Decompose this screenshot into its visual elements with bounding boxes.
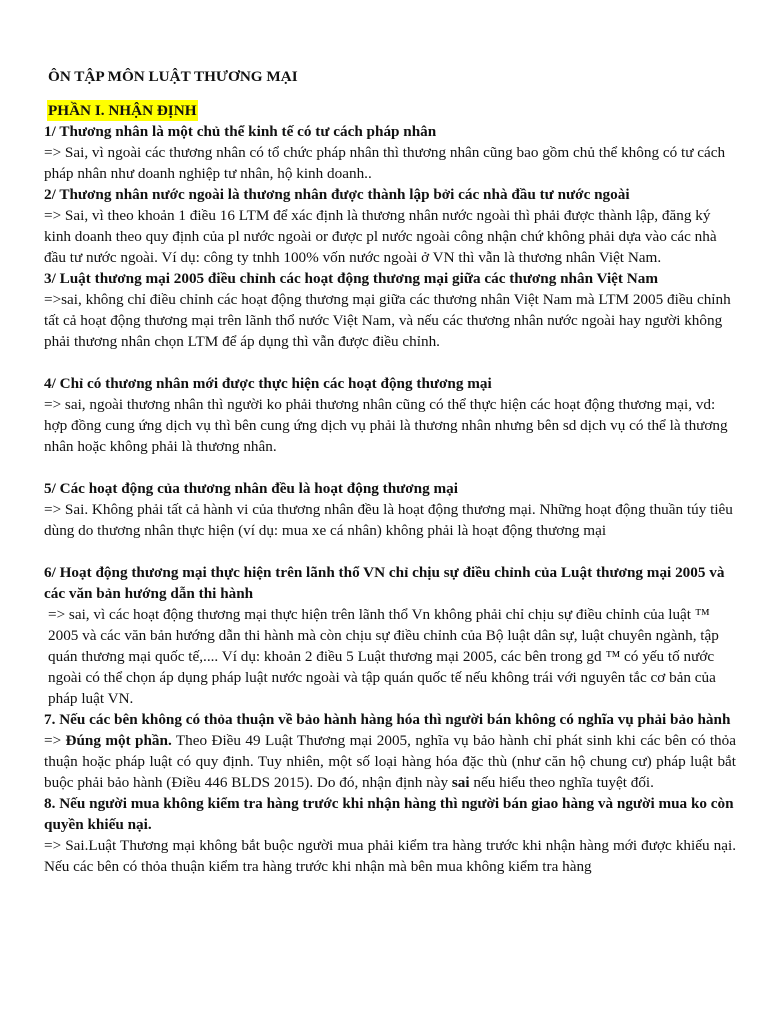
question-8: 8. Nếu người mua không kiểm tra hàng trước khi nhận hàng thì người bán giao hàng và người mua ko còn quyền khiếu nại. xyxy=(44,795,734,833)
answer-1: => Sai, vì ngoài các thương nhân có tổ chức pháp nhân thì thương nhân cũng bao gồm chủ thể không có tư cách pháp nhân như doanh nghiệp tư nhân, hộ kinh doanh.. xyxy=(44,144,726,182)
item-3 xyxy=(44,268,736,352)
section-heading-row xyxy=(44,100,736,121)
question-2: 2/ Thương nhân nước ngoài là thương nhân được thành lập bởi các nhà đầu tư nước ngoài xyxy=(44,186,630,203)
answer-7-verdict: Đúng một phần. xyxy=(65,732,172,749)
spacer xyxy=(44,352,736,373)
answer-8: => Sai.Luật Thương mại không bắt buộc người mua phải kiểm tra hàng trước khi nhận hàng mới được khiếu nại. Nếu các bên có thỏa thuận kiểm tra hàng trước khi nhận mà bên mua không kiểm tra hàng xyxy=(44,837,736,875)
answer-7-end: nếu hiểu theo nghĩa tuyệt đối. xyxy=(469,774,654,791)
item-6 xyxy=(44,562,736,709)
document-page xyxy=(44,66,736,877)
answer-7-prefix: => xyxy=(44,732,66,749)
question-4: 4/ Chỉ có thương nhân mới được thực hiện các hoạt động thương mại xyxy=(44,375,492,392)
spacer xyxy=(44,457,736,478)
answer-6: => sai, vì các hoạt động thương mại thực hiện trên lãnh thổ Vn không phải chỉ chịu sự điều chỉnh của luật ™ 2005 và các văn bản hướng dẫn thi hành mà còn chịu sự điều chỉnh của Bộ luật dân sự, luật chuyên ngành, tập quán thương mại quốc tế,.... Ví dụ: khoản 2 điều 5 Luật thương mại 2005, các bên trong gd ™ có yếu tố nước ngoài có thể chọn áp dụng pháp luật nước ngoài và tập quán quốc tế nếu không trái với nguyên tắc cơ bản của pháp luật VN. xyxy=(48,606,719,707)
document-title: ÔN TẬP MÔN LUẬT THƯƠNG MẠI xyxy=(48,68,298,85)
question-6: 6/ Hoạt động thương mại thực hiện trên lãnh thổ VN chỉ chịu sự điều chỉnh của Luật thương mại 2005 và các văn bản hướng dẫn thi hành xyxy=(44,564,725,602)
question-5: 5/ Các hoạt động của thương nhân đều là hoạt động thương mại xyxy=(44,480,458,497)
item-1 xyxy=(44,121,736,184)
answer-7-emphasis: sai xyxy=(451,774,470,791)
answer-7 xyxy=(44,730,736,793)
answer-5: => Sai. Không phải tất cả hành vi của thương nhân đều là hoạt động thương mại. Những hoạt động thuần túy tiêu dùng do thương nhân thực hiện (ví dụ: mua xe cá nhân) không phải là hoạt động thương mại xyxy=(44,501,733,539)
section-heading: PHẦN I. NHẬN ĐỊNH xyxy=(48,102,197,119)
item-7 xyxy=(44,709,736,793)
question-3: 3/ Luật thương mại 2005 điều chỉnh các hoạt động thương mại giữa các thương nhân Việt Nam xyxy=(44,270,658,287)
item-4 xyxy=(44,373,736,457)
answer-3: =>sai, không chỉ điều chỉnh các hoạt động thương mại giữa các thương nhân Việt Nam mà LTM 2005 điều chỉnh tất cả hoạt động thương mại trên lãnh thổ nước Việt Nam, và nếu các thương nhân nước ngoài hay người không phải thương nhân chọn LTM để áp dụng thì vẫn được điều chỉnh. xyxy=(44,291,731,350)
question-1: 1/ Thương nhân là một chủ thể kinh tế có tư cách pháp nhân xyxy=(44,123,437,140)
question-7: 7. Nếu các bên không có thỏa thuận về bảo hành hàng hóa thì người bán không có nghĩa vụ phải bảo hành xyxy=(44,711,731,728)
item-5 xyxy=(44,478,736,541)
item-2 xyxy=(44,184,736,268)
spacer xyxy=(44,541,736,562)
answer-4: => sai, ngoài thương nhân thì người ko phải thương nhân cũng có thể thực hiện các hoạt động thương mại, vd: hợp đồng cung ứng dịch vụ thì bên cung ứng dịch vụ phải là thương nhân nhưng bên sd dịch vụ có thể là thương nhân hoặc không phải là thương nhân. xyxy=(44,396,728,455)
answer-2: => Sai, vì theo khoản 1 điều 16 LTM để xác định là thương nhân nước ngoài thì phải được thành lập, đăng ký kinh doanh theo quy định của pl nước ngoài or được pl nước ngoài công nhận chứ không phải dựa vào các nhà đầu tư nước ngoài. Ví dụ: công ty tnhh 100% vốn nước ngoài ở VN thì vẫn là thương nhân Việt Nam. xyxy=(44,207,717,266)
answer-7-body: Theo Điều 49 Luật Thương mại 2005, nghĩa vụ bảo hành chỉ phát sinh khi các bên có thỏa thuận hoặc pháp luật có quy định. Tuy nhiên, một số loại hàng hóa đặc thù (như căn hộ chung cư) pháp luật bắt buộc phải bảo hành (Điều 446 BLDS 2015). Do đó, nhận định này xyxy=(44,732,736,791)
item-8 xyxy=(44,793,736,877)
